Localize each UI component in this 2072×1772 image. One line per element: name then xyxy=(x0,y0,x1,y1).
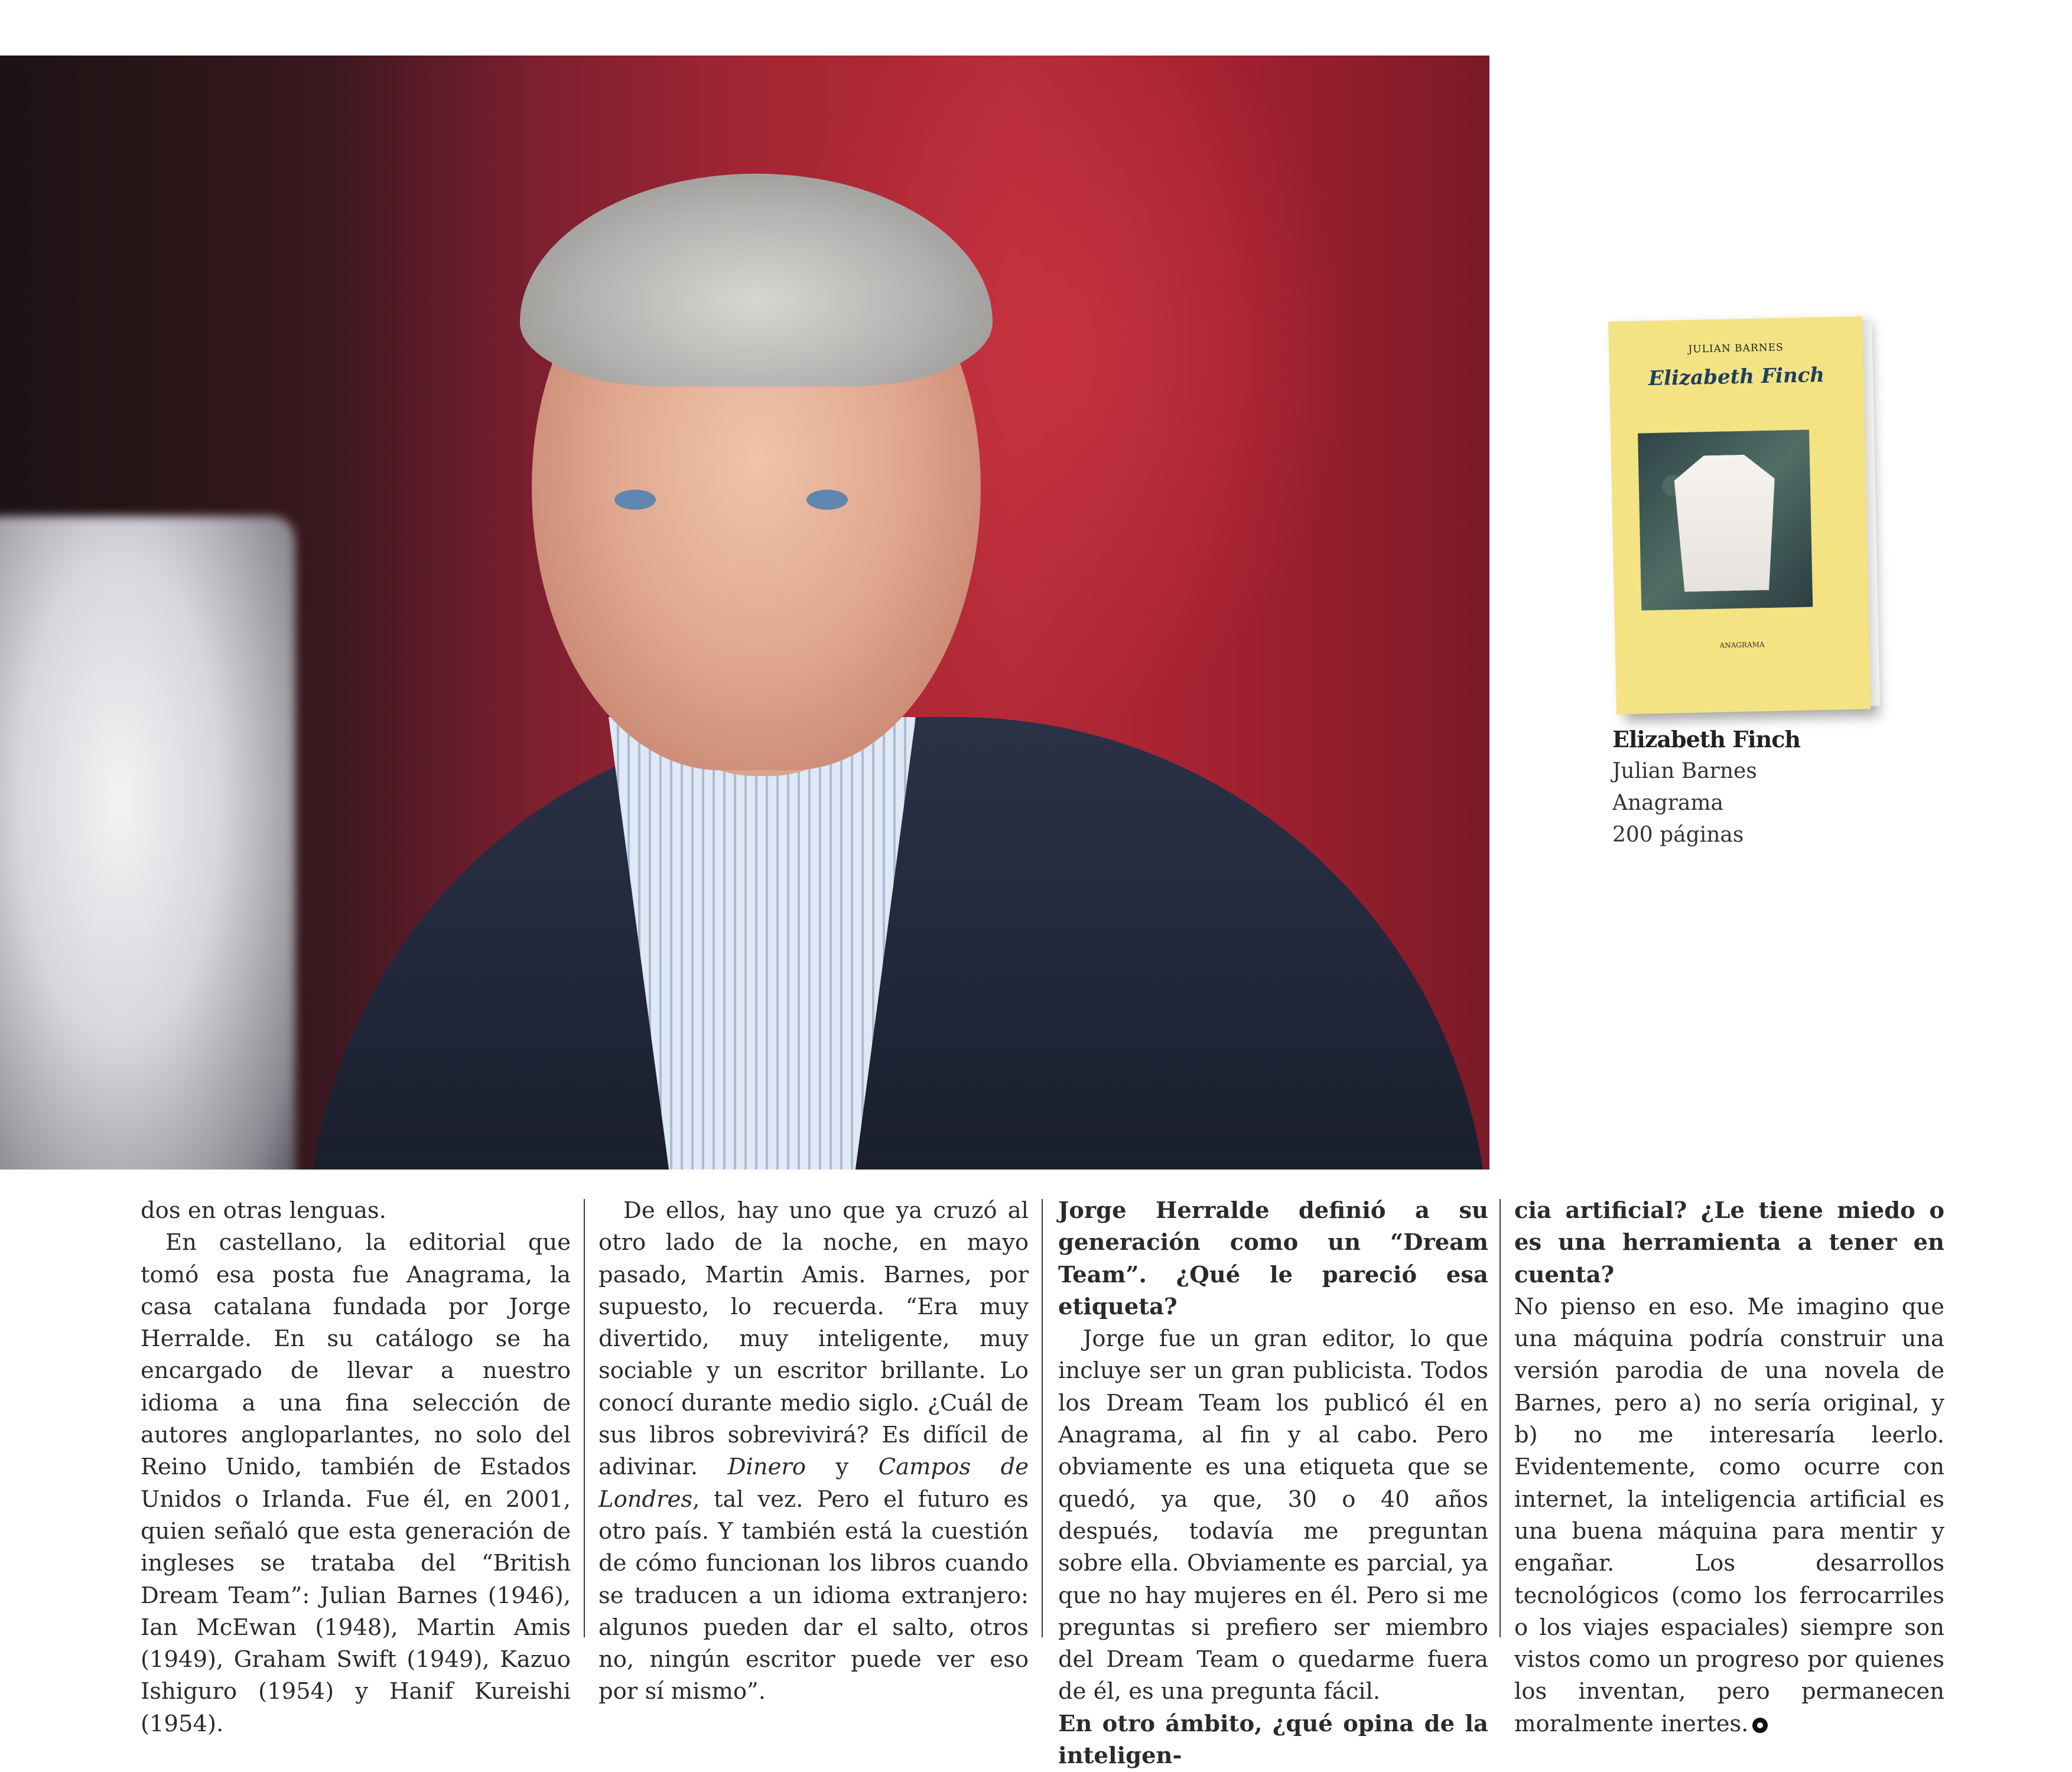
end-of-article-icon xyxy=(1752,1718,1768,1733)
book-info-pages: 200 páginas xyxy=(1612,823,1744,847)
right-eye xyxy=(806,490,848,510)
cover-author: JULIAN BARNES xyxy=(1688,341,1784,356)
article-column-4 xyxy=(1514,1195,1944,1740)
book-title-dinero: Dinero xyxy=(727,1454,806,1481)
article-column-2 xyxy=(598,1195,1029,1708)
text-run: No pienso en eso. Me imagino que una máquina podría construir una versión parodia de una novela de Barnes, pero a) no sería original, y b) no me interesaría leerlo. Evidentemente, como ocurre con internet, la inteligencia artificial es una buena máquina para mentir y engañar. Los desarrollos tecnológicos (como los ferrocarriles o los viajes espaciales) siempre son vistos como un progreso por quienes los inventan, pero permanecen moralmente inertes. xyxy=(1514,1293,1944,1737)
blurred-monitor-foreground xyxy=(0,516,295,1170)
interview-question: En otro ámbito, ¿qué opina de la inteligen- xyxy=(1058,1710,1488,1770)
book-info-author: Julian Barnes xyxy=(1612,759,1757,783)
text-run: , tal vez. Pero el futuro es otro país. Y también está la cuestión de cómo funcionan los libros cuando se traducen a un idioma extranjero: algunos pueden dar el salto, otros no, ningún escritor puede ver eso por sí mismo”. xyxy=(598,1486,1029,1705)
text-run: De ellos, hay uno que ya cruzó al otro lado de la noche, en mayo pasado, Martin Amis. Barnes, por supuesto, lo recuerda. “Era muy divertido, muy inteligente, muy sociable y un escritor brillante. Lo conocí durante medio siglo. ¿Cuál de sus libros sobrevivirá? Es difícil de adivinar. xyxy=(598,1197,1029,1481)
article-column-1 xyxy=(141,1195,571,1740)
paragraph xyxy=(598,1195,1029,1708)
paragraph: dos en otras lenguas. xyxy=(141,1197,386,1224)
book-cover xyxy=(1608,317,1871,715)
cover-title: Elizabeth Finch xyxy=(1648,363,1825,391)
left-eye xyxy=(614,490,656,510)
cover-illustration xyxy=(1638,429,1813,610)
cover-publisher: ANAGRAMA xyxy=(1719,640,1765,650)
author-portrait-photo xyxy=(0,56,1489,1170)
article-column-3 xyxy=(1058,1195,1488,1772)
paragraph: En castellano, la editorial que tomó esa posta fue Anagrama, la casa catalana fundada por Jorge Herralde. En su catálogo se ha encargado de llevar a nuestro idioma a una fina selección de autores angloparlantes, no solo del Reino Unido, también de Estados Unidos o Irlanda. Fue él, en 2001, quien señaló que esta generación de ingleses se trataba del “British Dream Team”: Julian Barnes (1946), Ian McEwan (1948), Martin Amis (1949), Graham Swift (1949), Kazuo Ishiguro (1954) y Hanif Kureishi (1954). xyxy=(141,1229,571,1737)
column-divider xyxy=(1499,1199,1501,1637)
column-divider xyxy=(1042,1199,1043,1637)
book-title-campos-de-londres: Campos de Londres xyxy=(598,1454,1029,1513)
interview-question-continued: cia artificial? ¿Le tiene miedo o es una herramienta a tener en cuenta? xyxy=(1514,1197,1944,1288)
book-info-box xyxy=(1612,724,1800,851)
book-info-title: Elizabeth Finch xyxy=(1612,726,1801,753)
interview-answer: Jorge fue un gran editor, lo que incluye ser un gran publicista. Todos los Dream Team los publicó él en Anagrama, al fin y al cabo. Pero obviamente es una etiqueta que se quedó, ya que, 30 o 40 años después, todavía me preguntan sobre ella. Obviamente es parcial, ya que no hay mujeres en él. Pero si me preguntas si prefiero ser miembro del Dream Team o quedarme fuera de él, es una pregunta fácil. xyxy=(1058,1325,1488,1705)
text-run: y xyxy=(805,1454,879,1481)
column-divider xyxy=(584,1199,585,1637)
blouse-illustration xyxy=(1674,454,1777,592)
book-info-publisher: Anagrama xyxy=(1612,791,1723,815)
interview-answer xyxy=(1514,1291,1944,1740)
interview-question: Jorge Herralde definió a su generación como un “Dream Team”. ¿Qué le pareció esa etiqueta? xyxy=(1058,1197,1488,1320)
